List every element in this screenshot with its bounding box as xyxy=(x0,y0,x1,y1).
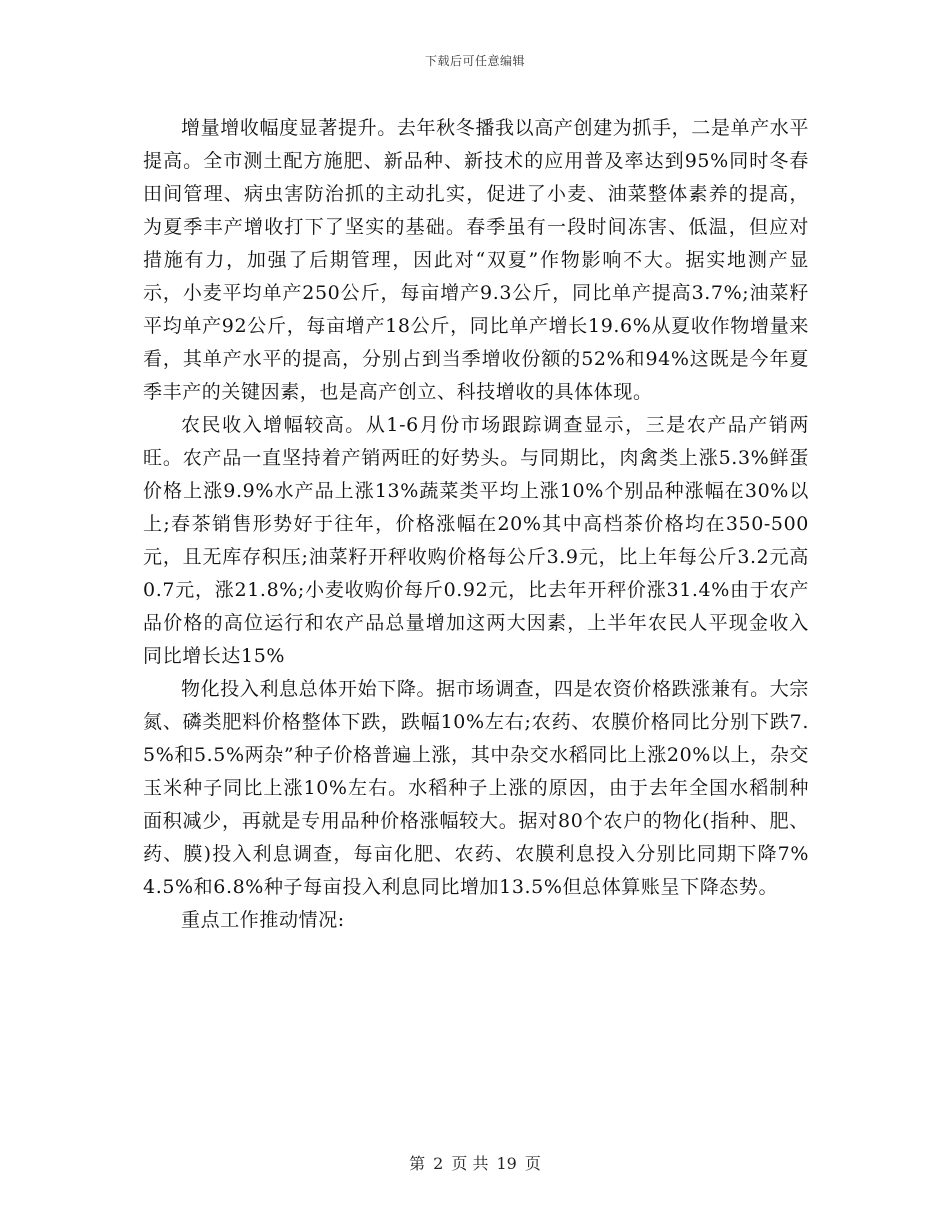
page-footer xyxy=(0,1151,950,1174)
page-header: 下载后可任意编辑 xyxy=(424,54,525,68)
footer-page-number: 2 xyxy=(433,1154,444,1173)
paragraph-farmer-income: 农民收入增幅较高。从1-6月份市场跟踪调查显示，三是农产品产销两旺。农产品一直坚持着产销两旺的好势头。与同期比，肉禽类上涨5.3%鲜蛋价格上涨9.9%水产品上涨13%蔬菜类平均上涨10%个别品种涨幅在30%以上;春茶销售形势好于往年，价格涨幅在20%其中高档茶价格均在350-500元，且无库存积压;油菜籽开秤收购价格每公斤3.9元，比上年每公斤3.2元高0.7元，涨21.8%;小麦收购价每斤0.92元，比去年开秤价涨31.4%由于农产品价格的高位运行和农产品总量增加这两大因素，上半年农民人平现金收入同比增长达15% xyxy=(143,414,809,667)
paragraph-key-work-heading: 重点工作推动情况: xyxy=(181,909,345,931)
paragraph-input-costs: 物化投入利息总体开始下降。据市场调查，四是农资价格跌涨兼有。大宗氮、磷类肥料价格整体下跌，跌幅10%左右;农药、农膜价格同比分别下跌7.5%和5.5%两杂”种子价格普遍上涨，其中杂交水稻同比上涨20%以上，杂交玉米种子同比上涨10%左右。水稻种子上涨的原因，由于去年全国水稻制种面积减少，再就是专用品种价格涨幅较大。据对80个农户的物化(指种、肥、药、膜)投入利息调查，每亩化肥、农药、农膜利息投入分别比同期下降7%4.5%和6.8%种子每亩投入利息同比增加13.5%但总体算账呈下降态势。 xyxy=(143,678,809,898)
document-body xyxy=(143,112,809,937)
paragraph-yield-increase: 增量增收幅度显著提升。去年秋冬播我以高产创建为抓手，二是单产水平提高。全市测土配方施肥、新品种、新技术的应用普及率达到95%同时冬春田间管理、病虫害防治抓的主动扎实，促进了小麦、油菜整体素养的提高，为夏季丰产增收打下了坚实的基础。春季虽有一段时间冻害、低温，但应对措施有力，加强了后期管理，因此对“双夏”作物影响不大。据实地测产显示，小麦平均单产250公斤，每亩增产9.3公斤，同比单产提高3.7%;油菜籽平均单产92公斤，每亩增产18公斤，同比单产增长19.6%从夏收作物增量来看，其单产水平的提高，分别占到当季增收份额的52%和94%这既是今年夏季丰产的关键因素，也是高产创立、科技增收的具体体现。 xyxy=(143,117,809,403)
footer-middle: 页 共 xyxy=(451,1154,489,1173)
footer-prefix: 第 xyxy=(409,1154,426,1173)
footer-suffix: 页 xyxy=(524,1154,541,1173)
footer-total-pages: 19 xyxy=(496,1154,517,1173)
